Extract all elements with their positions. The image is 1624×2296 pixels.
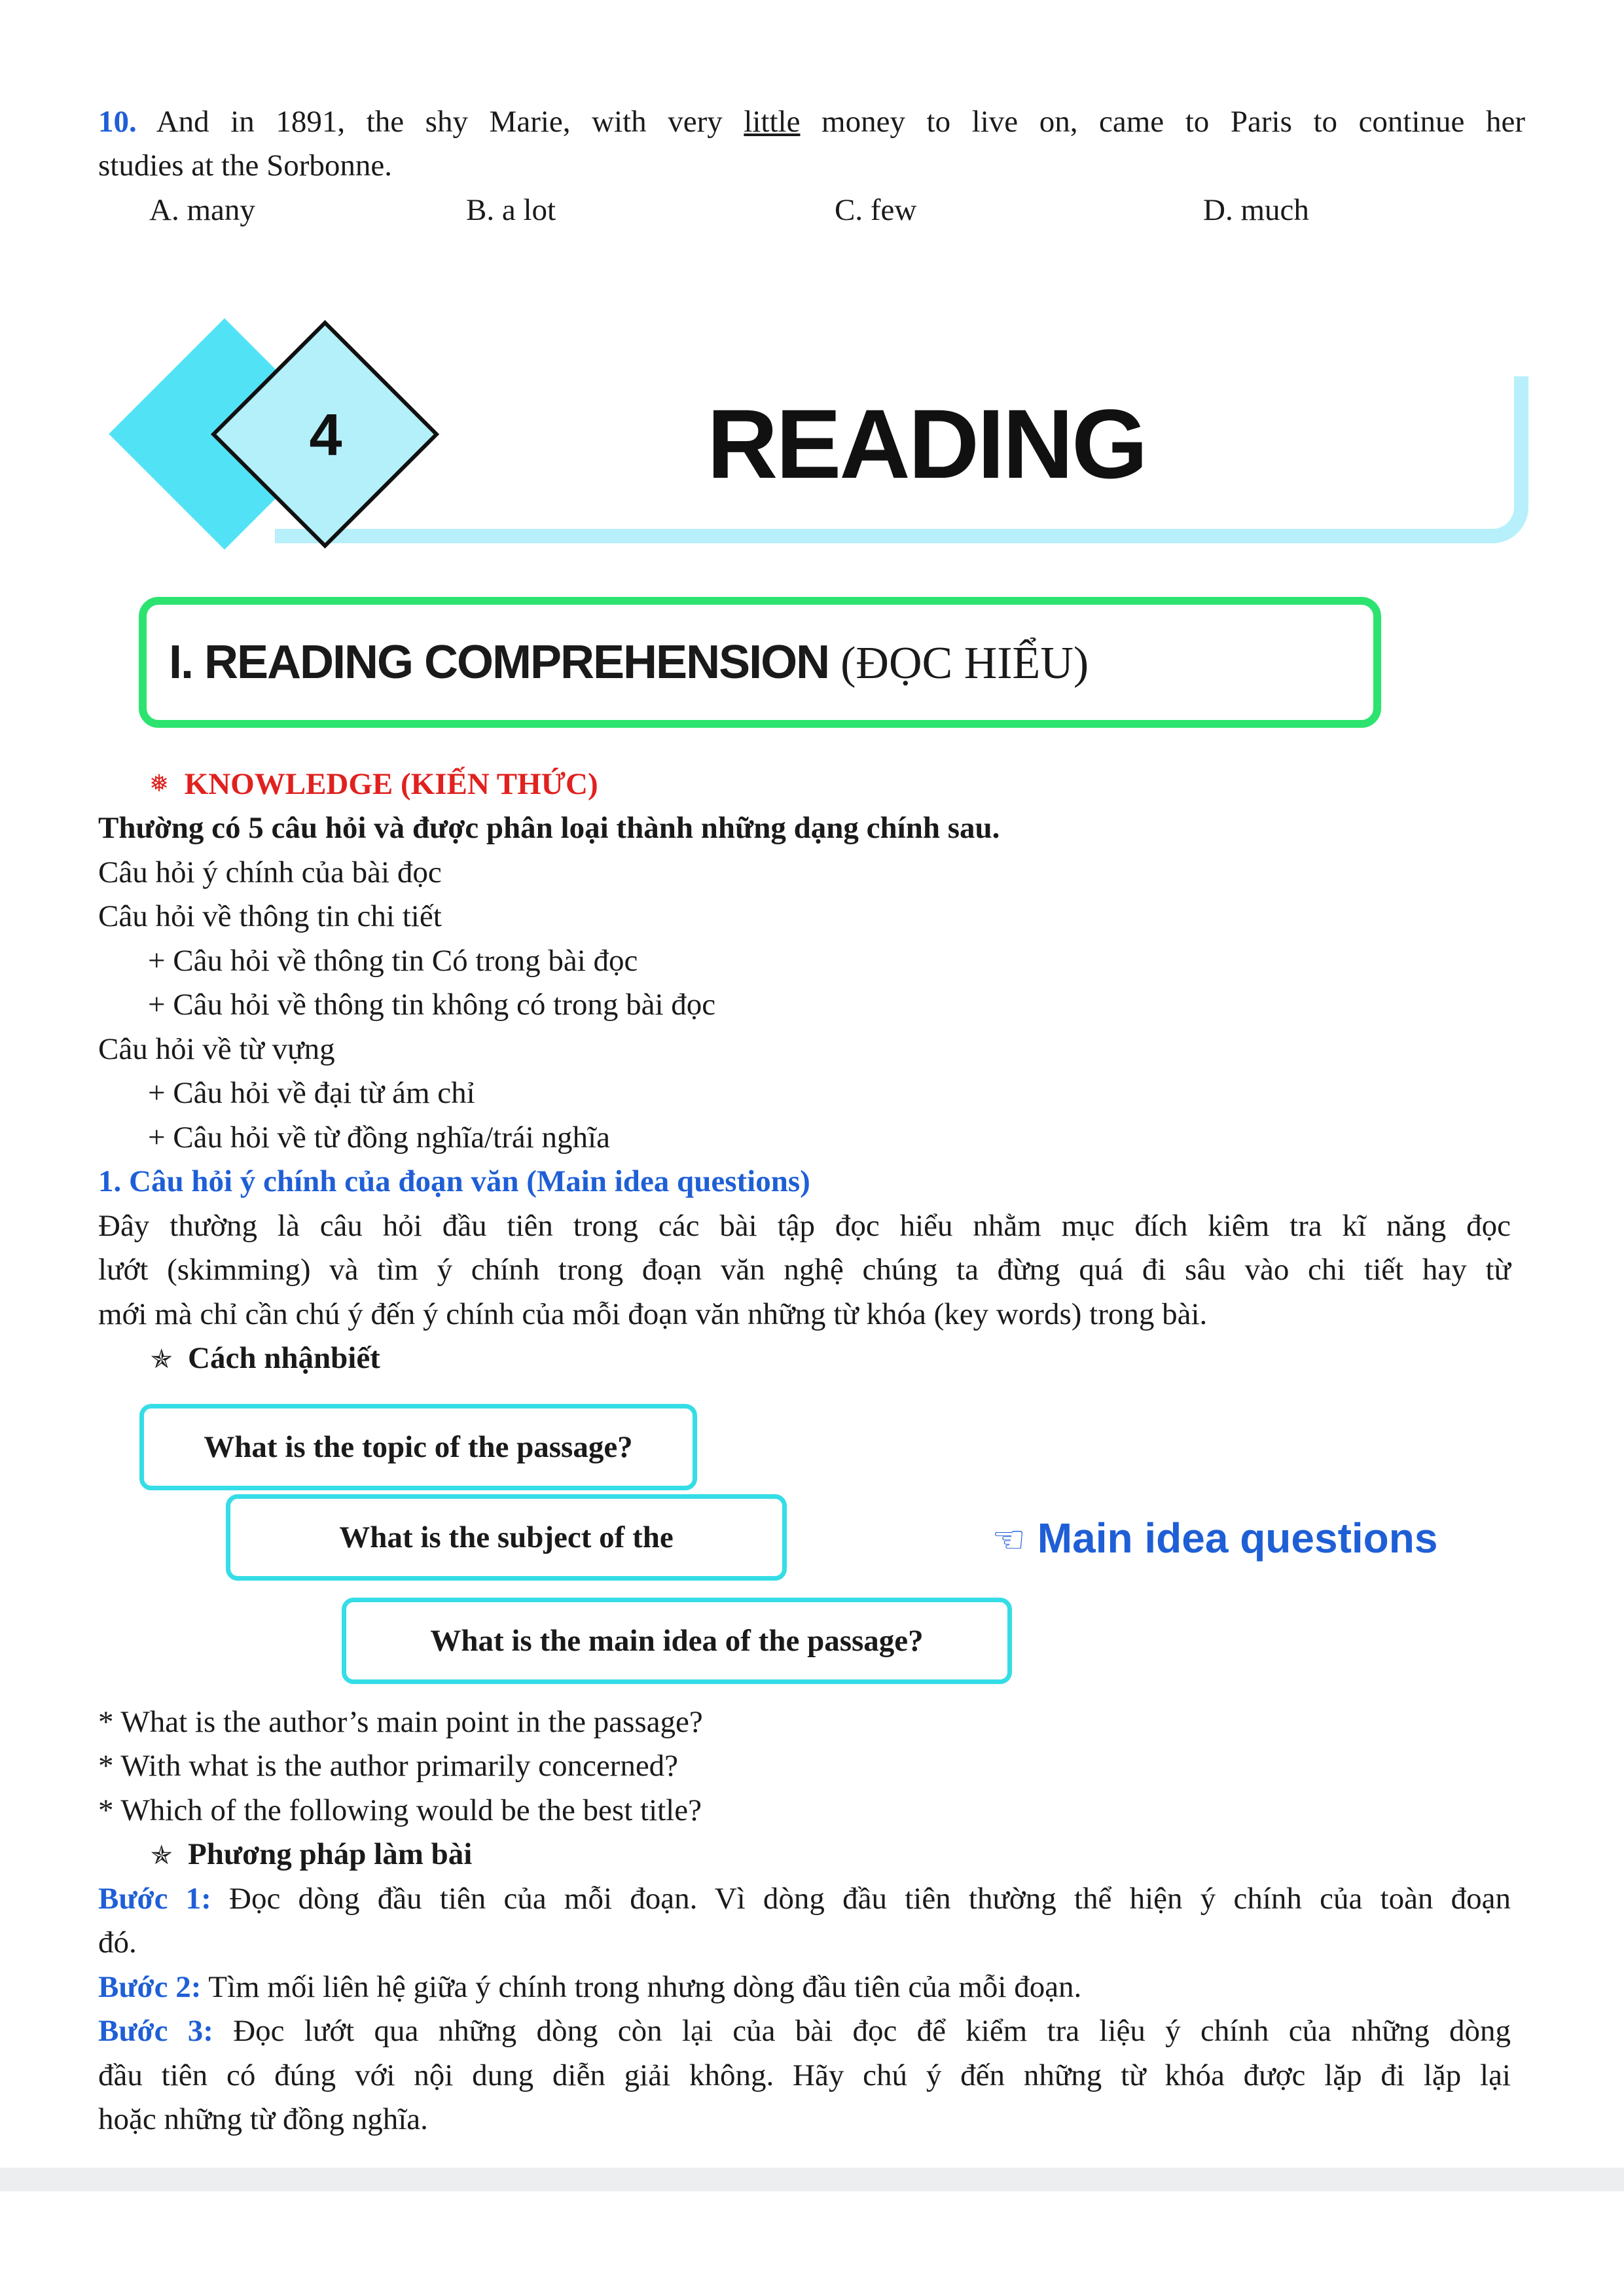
subsection-title-main: I. READING COMPREHENSION [169, 636, 829, 689]
recognize-heading [151, 1336, 380, 1382]
step-2 [98, 1965, 1081, 2009]
option-c[interactable]: C. few [835, 193, 917, 227]
main-idea-heading: 1. Câu hỏi ý chính của đoạn văn (Main idea questions) [98, 1164, 810, 1198]
underlined-word: little [744, 105, 801, 139]
question-text-after: money to live on, came to Paris to continue her [800, 105, 1525, 139]
knowledge-line: + Câu hỏi về thông tin Có trong bài đọc [148, 944, 638, 978]
step-text: Tìm mối liên hệ giữa ý chính trong nhưng dòng đầu tiên của mỗi đoạn. [201, 1970, 1082, 2004]
pointing-hand-icon: ☜ [992, 1517, 1026, 1562]
extra-question: * With what is the author primarily concerned? [98, 1749, 679, 1783]
extra-question: * Which of the following would be the best title? [98, 1793, 702, 1827]
star-icon: ✯ [151, 1840, 173, 1871]
paragraph-line: lướt (skimming) và tìm ý chính trong đoạn văn nghệ chúng ta đừng quá đi sâu vào chi tiết hay từ [98, 1253, 1511, 1287]
step-label: Bước 3: [98, 2014, 213, 2048]
question-text-before: And in 1891, the shy Marie, with very [136, 105, 744, 139]
question-number: 10. [98, 105, 137, 139]
knowledge-line: Câu hỏi về thông tin chi tiết [98, 899, 442, 933]
step-text: Đọc dòng đầu tiên của mỗi đoạn. Vì dòng đầu tiên thường thể hiện ý chính của toàn đoạn [211, 1882, 1511, 1916]
main-idea-label [992, 1512, 1437, 1566]
method-heading [151, 1833, 472, 1878]
question-box-topic: What is the topic of the passage? [139, 1404, 697, 1490]
knowledge-heading [149, 762, 598, 808]
extra-question: * What is the author’s main point in the passage? [98, 1705, 703, 1739]
recognize-heading-text: Cách nhậnbiết [188, 1341, 380, 1375]
footer-band [0, 2168, 1624, 2191]
question-10 [98, 100, 1525, 144]
knowledge-line: + Câu hỏi về thông tin không có trong bài đọc [148, 988, 716, 1022]
option-b[interactable]: B. a lot [466, 193, 556, 227]
snowflake-icon: ❅ [149, 770, 170, 797]
option-d[interactable]: D. much [1203, 193, 1309, 227]
step-text: Đọc lướt qua những dòng còn lại của bài đọc để kiểm tra liệu ý chính của những dòng [213, 2014, 1511, 2048]
step-3-line2: đầu tiên có đúng với nội dung diễn giải không. Hãy chú ý đến những từ khóa được lặp đi lặp lại [98, 2058, 1511, 2092]
step-label: Bước 2: [98, 1970, 202, 2004]
question-box-main-idea: What is the main idea of the passage? [342, 1598, 1012, 1684]
option-a[interactable]: A. many [149, 193, 255, 227]
step-1-line2: đó. [98, 1926, 137, 1960]
knowledge-line: + Câu hỏi về đại từ ám chỉ [148, 1076, 475, 1110]
knowledge-line: + Câu hỏi về từ đồng nghĩa/trái nghĩa [148, 1121, 610, 1155]
knowledge-line: Câu hỏi ý chính của bài đọc [98, 855, 442, 889]
step-3 [98, 2009, 1511, 2053]
knowledge-intro: Thường có 5 câu hỏi và được phân loại thành những dạng chính sau. [98, 811, 1000, 845]
paragraph-line: Đây thường là câu hỏi đầu tiên trong các bài tập đọc hiểu nhằm mục đích kiêm tra kĩ năng đọc [98, 1209, 1511, 1243]
question-box-subject: What is the subject of the [226, 1494, 787, 1581]
main-idea-label-text: Main idea questions [1037, 1515, 1438, 1562]
step-1 [98, 1877, 1511, 1921]
paragraph-line: mới mà chỉ cần chú ý đến ý chính của mỗi đoạn văn những từ khóa (key words) trong bài. [98, 1297, 1208, 1331]
method-heading-text: Phương pháp làm bài [188, 1837, 473, 1871]
step-label: Bước 1: [98, 1882, 211, 1916]
knowledge-line: Câu hỏi về từ vựng [98, 1032, 335, 1066]
subsection-title [169, 633, 1089, 693]
subsection-title-sub: (ĐỌC HIỂU) [840, 638, 1089, 689]
section-number: 4 [309, 403, 342, 468]
question-10-line2: studies at the Sorbonne. [98, 149, 393, 183]
section-title: READING [707, 389, 1146, 499]
step-3-line3: hoặc những từ đồng nghĩa. [98, 2102, 428, 2136]
knowledge-heading-text: KNOWLEDGE (KIẾN THỨC) [184, 767, 598, 801]
star-icon: ✯ [151, 1344, 173, 1374]
